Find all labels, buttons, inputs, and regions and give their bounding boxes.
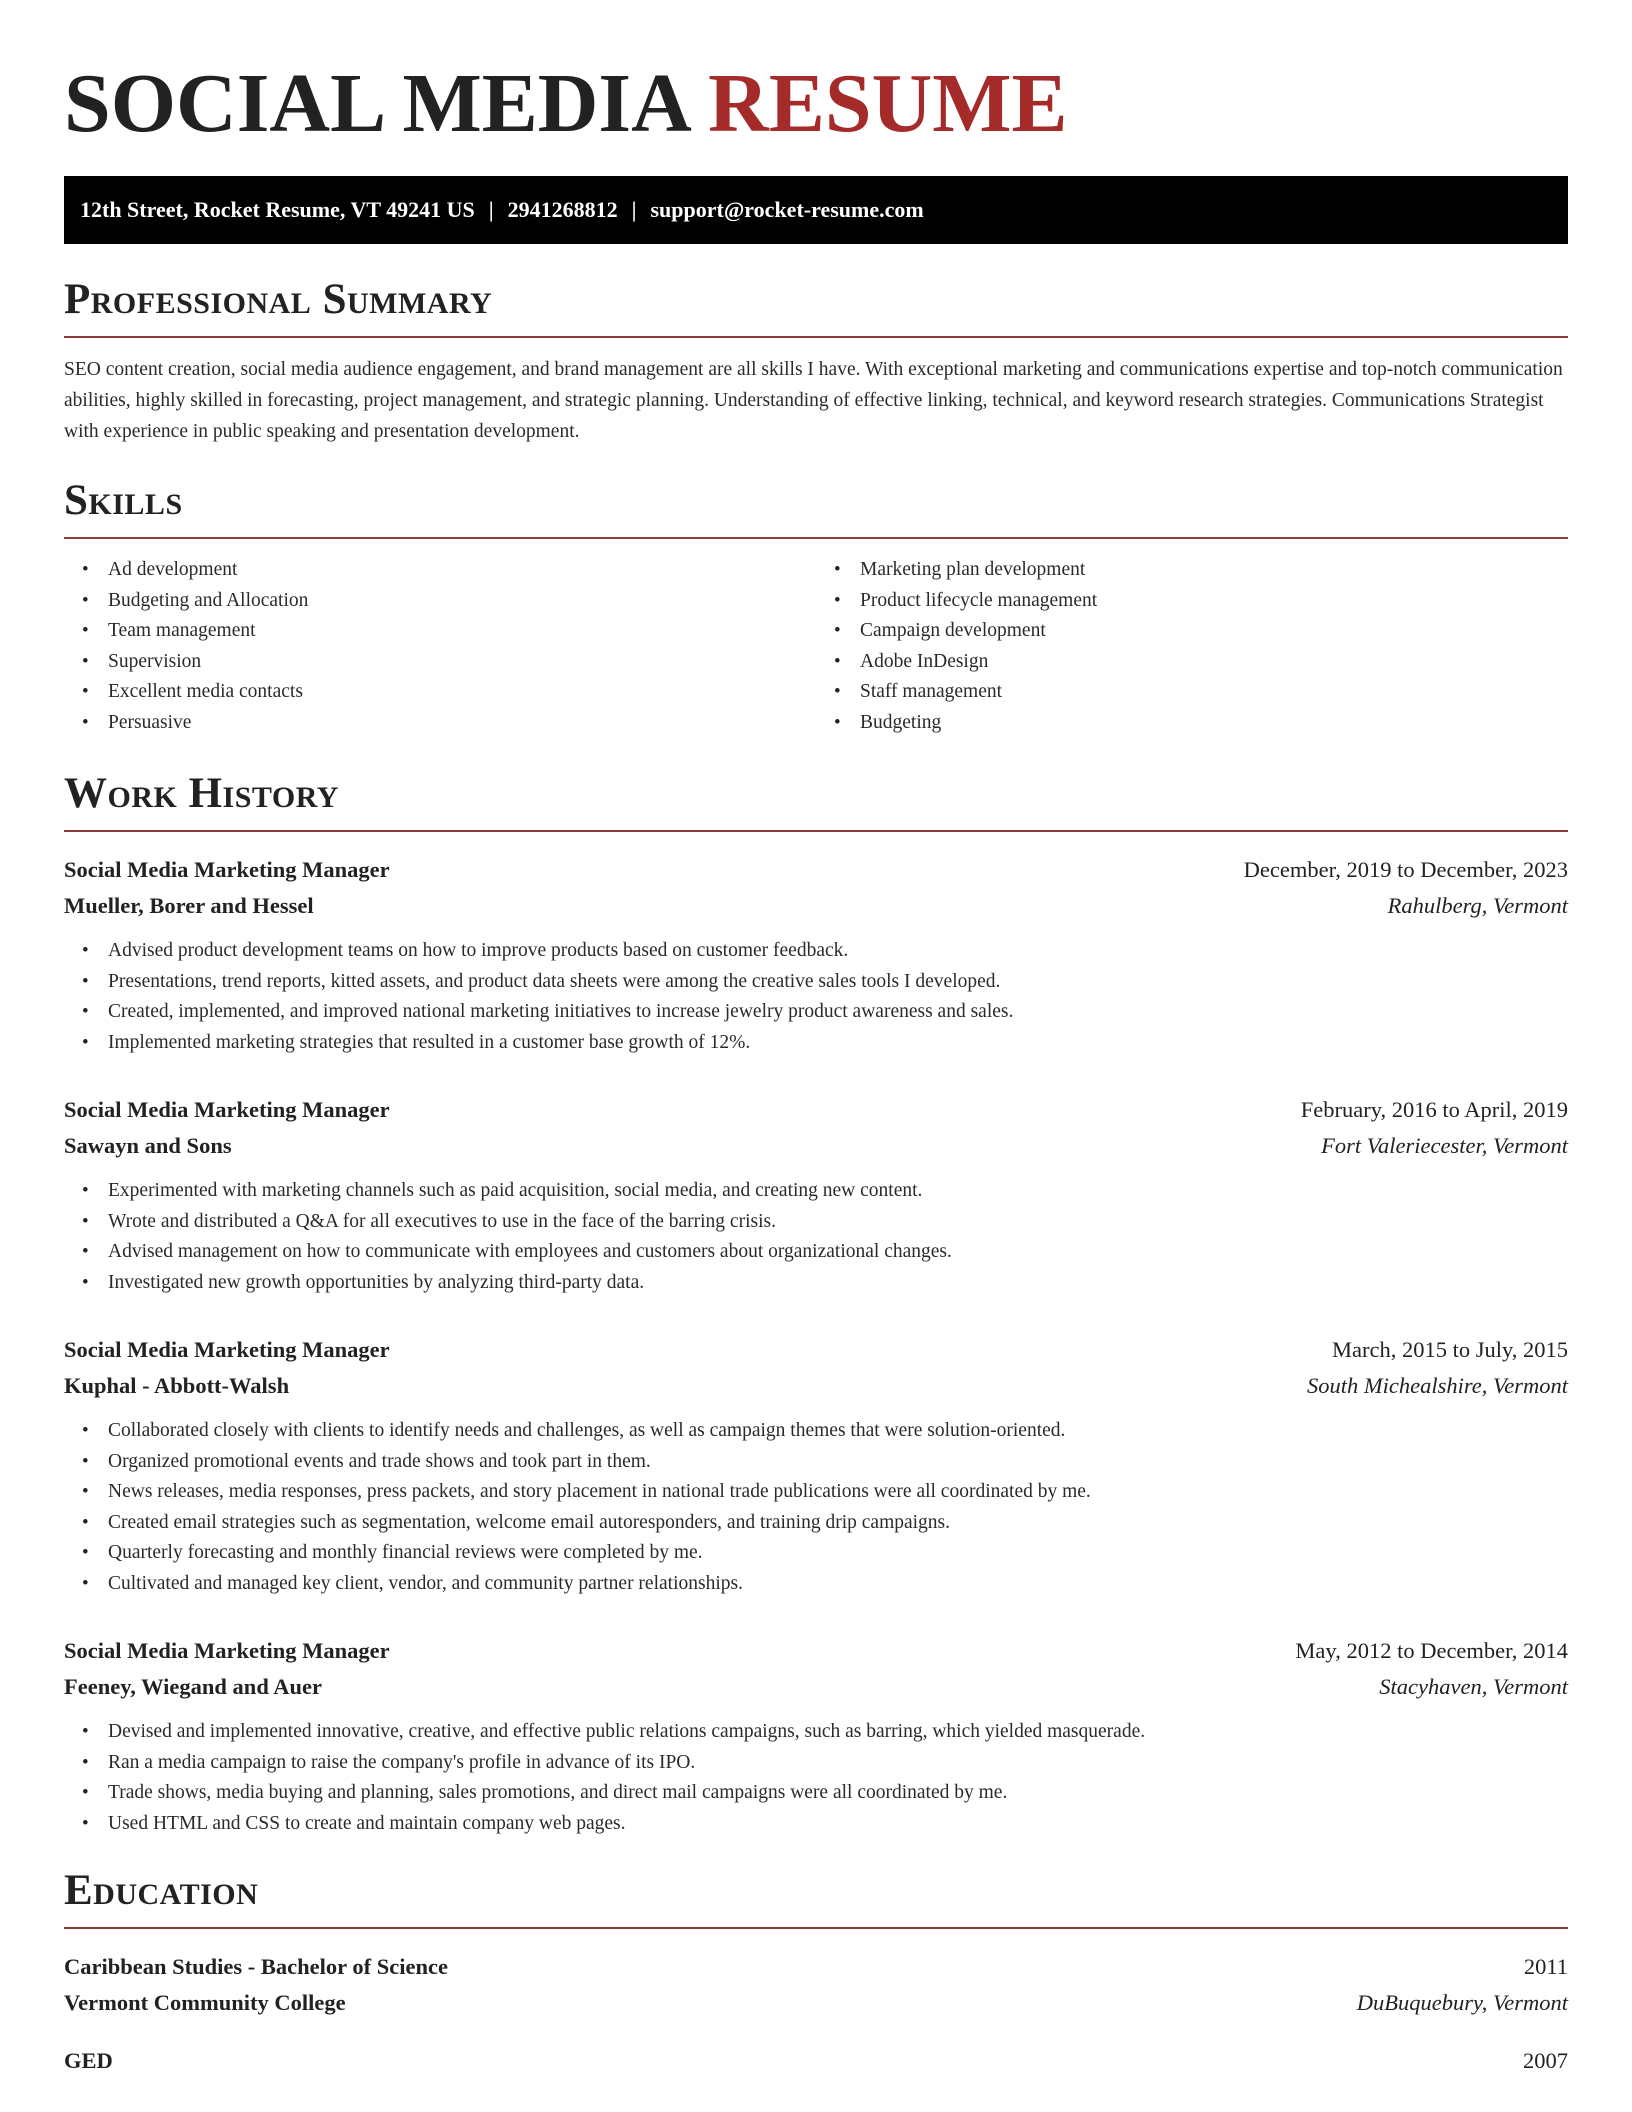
skill-item: • Adobe InDesign <box>860 647 1568 678</box>
job-dates: February, 2016 to April, 2019 <box>1300 1097 1568 1122</box>
summary-text: SEO content creation, social media audience engagement, and brand management are all skills I have. With exceptional marketing and communications expertise and top-notch communication abilities, highly skilled in forecasting, project management, and strategic planning. Understanding of effective linking, technical, and keyword research strategies. Communications Strategist with experience in public speaking and presentation development. <box>64 359 1563 442</box>
contact-email: support@rocket-resume.com <box>650 197 924 222</box>
job-company: Sawayn and Sons <box>64 1133 232 1158</box>
section-divider <box>64 336 1568 338</box>
job-company-row <box>64 1368 1568 1404</box>
section-title-work-history: Work History <box>64 770 339 817</box>
job-dates: May, 2012 to December, 2014 <box>1295 1638 1568 1663</box>
skill-item: • Ad development <box>108 555 816 586</box>
job-company-row <box>64 888 1568 924</box>
job-header-row <box>64 1092 1568 1128</box>
job-company-row <box>64 1128 1568 1164</box>
job-bullet: • Devised and implemented innovative, creative, and effective public relations campaigns, such as barring, which yielded masquerade. <box>108 1717 1568 1748</box>
job-bullet: • Trade shows, media buying and planning, sales promotions, and direct mail campaigns were all coordinated by me. <box>108 1778 1568 1809</box>
skill-item: • Supervision <box>108 647 816 678</box>
job-bullet: • Presentations, trend reports, kitted assets, and product data sheets were among the creative sales tools I developed. <box>108 967 1568 998</box>
resume-title <box>64 0 1568 152</box>
skill-item: • Staff management <box>860 677 1568 708</box>
job-bullet: • Quarterly forecasting and monthly financial reviews were completed by me. <box>108 1538 1568 1569</box>
job-location: Fort Valeriecester, Vermont <box>1321 1133 1568 1158</box>
education-degree: GED <box>64 2048 113 2073</box>
job-bullet: • Organized promotional events and trade shows and took part in them. <box>108 1447 1568 1478</box>
contact-separator: | <box>488 197 494 222</box>
job-bullet: • Cultivated and managed key client, vendor, and community partner relationships. <box>108 1569 1568 1600</box>
job-bullet: • Advised product development teams on how to improve products based on customer feedback. <box>108 936 1568 967</box>
education-school: Vermont Community College <box>64 1990 346 2015</box>
skills-list <box>64 555 1568 738</box>
job-bullet: • News releases, media responses, press packets, and story placement in national trade publications were all coordinated by me. <box>108 1477 1568 1508</box>
contact-address: 12th Street, Rocket Resume, VT 49241 US <box>80 197 475 222</box>
contact-separator: | <box>631 197 637 222</box>
job-bullet: • Implemented marketing strategies that resulted in a customer base growth of 12%. <box>108 1028 1568 1059</box>
job-location: South Michealshire, Vermont <box>1306 1373 1568 1398</box>
education-entry <box>64 2043 1568 2079</box>
job-bullet: • Used HTML and CSS to create and maintain company web pages. <box>108 1809 1568 1840</box>
job-location: Rahulberg, Vermont <box>1387 893 1568 918</box>
education-year: 2007 <box>1523 2048 1568 2073</box>
job-entry <box>64 852 1568 1058</box>
contact-bar <box>64 176 1568 244</box>
section-divider <box>64 537 1568 539</box>
title-accent: RESUME <box>708 57 1068 150</box>
job-bullet: • Ran a media campaign to raise the company's profile in advance of its IPO. <box>108 1748 1568 1779</box>
job-company: Feeney, Wiegand and Auer <box>64 1674 322 1699</box>
job-bullet: • Created, implemented, and improved national marketing initiatives to increase jewelry product awareness and sales. <box>108 997 1568 1028</box>
job-role: Social Media Marketing Manager <box>64 1638 390 1663</box>
job-bullets <box>64 1176 1568 1298</box>
job-role: Social Media Marketing Manager <box>64 857 390 882</box>
skill-item: • Product lifecycle management <box>860 586 1568 617</box>
skill-item: • Excellent media contacts <box>108 677 816 708</box>
skill-item: • Marketing plan development <box>860 555 1568 586</box>
skills-column-right <box>816 555 1568 738</box>
job-bullet: • Created email strategies such as segmentation, welcome email autoresponders, and training drip campaigns. <box>108 1508 1568 1539</box>
section-title-summary: Professional Summary <box>64 276 493 323</box>
section-title-education: Education <box>64 1867 259 1914</box>
job-role: Social Media Marketing Manager <box>64 1337 390 1362</box>
skills-column-left <box>64 555 816 738</box>
education-school-row <box>64 1985 1568 2021</box>
job-bullets <box>64 1717 1568 1839</box>
education-degree: Caribbean Studies - Bachelor of Science <box>64 1954 448 1979</box>
job-dates: March, 2015 to July, 2015 <box>1331 1337 1568 1362</box>
job-company: Mueller, Borer and Hessel <box>64 893 314 918</box>
job-dates: December, 2019 to December, 2023 <box>1243 857 1568 882</box>
education-entry <box>64 1949 1568 2021</box>
skill-item: • Budgeting and Allocation <box>108 586 816 617</box>
skill-item: • Budgeting <box>860 708 1568 739</box>
job-bullet: • Experimented with marketing channels such as paid acquisition, social media, and creating new content. <box>108 1176 1568 1207</box>
job-entry <box>64 1332 1568 1599</box>
job-bullets <box>64 936 1568 1058</box>
skill-item: • Campaign development <box>860 616 1568 647</box>
title-main: SOCIAL MEDIA <box>64 57 688 150</box>
contact-phone: 2941268812 <box>507 197 618 222</box>
job-bullet: • Collaborated closely with clients to identify needs and challenges, as well as campaign themes that were solution-oriented. <box>108 1416 1568 1447</box>
job-header-row <box>64 852 1568 888</box>
job-entry <box>64 1092 1568 1298</box>
job-bullet: • Advised management on how to communicate with employees and customers about organizational changes. <box>108 1237 1568 1268</box>
section-title-skills: Skills <box>64 477 183 524</box>
job-role: Social Media Marketing Manager <box>64 1097 390 1122</box>
skill-item: • Team management <box>108 616 816 647</box>
education-header-row <box>64 2043 1568 2079</box>
job-company: Kuphal - Abbott-Walsh <box>64 1373 290 1398</box>
education-year: 2011 <box>1523 1954 1568 1979</box>
section-divider <box>64 1927 1568 1929</box>
skill-item: • Persuasive <box>108 708 816 739</box>
job-header-row <box>64 1332 1568 1368</box>
education-header-row <box>64 1949 1568 1985</box>
job-company-row <box>64 1669 1568 1705</box>
job-bullets <box>64 1416 1568 1599</box>
job-bullet: • Wrote and distributed a Q&A for all executives to use in the face of the barring crisis. <box>108 1207 1568 1238</box>
job-location: Stacyhaven, Vermont <box>1379 1674 1568 1699</box>
section-divider <box>64 830 1568 832</box>
education-location: DuBuquebury, Vermont <box>1356 1990 1568 2015</box>
job-bullet: • Investigated new growth opportunities by analyzing third-party data. <box>108 1268 1568 1299</box>
job-entry <box>64 1633 1568 1839</box>
job-header-row <box>64 1633 1568 1669</box>
